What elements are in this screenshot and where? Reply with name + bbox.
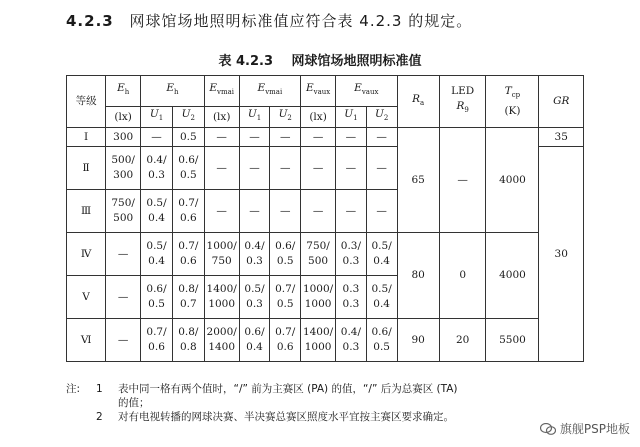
- cell-uh2: 0.8/ 0.7: [172, 276, 204, 319]
- cell-evaux: —: [301, 128, 336, 147]
- header-row: [67, 76, 584, 107]
- header-led: LED $R_9$: [439, 76, 486, 128]
- lighting-standard-table: [66, 75, 584, 362]
- cell-evaux: 750/ 500: [301, 233, 336, 276]
- cell-uvmai1: —: [239, 190, 270, 233]
- cell-eh: —: [106, 233, 141, 276]
- cell-uvaux1: —: [336, 190, 367, 233]
- wechat-icon: [540, 423, 556, 435]
- cell-uvaux2: 0.5/ 0.4: [366, 233, 397, 276]
- cell-uh2: 0.7/ 0.6: [172, 233, 204, 276]
- cell-evmai: 1400/ 1000: [204, 276, 239, 319]
- cell-uvaux1: —: [336, 128, 367, 147]
- cell-uvaux2: 0.5/ 0.4: [366, 276, 397, 319]
- cell-uvmai2: —: [270, 147, 301, 190]
- header-uvmai: $E_{vmai}$: [239, 76, 300, 107]
- cell-uvaux1: 0.4/ 0.3: [336, 319, 367, 362]
- cell-uvmai2: 0.7/ 0.6: [270, 319, 301, 362]
- table-notes: [66, 382, 626, 424]
- cell-eh: 500/ 300: [106, 147, 141, 190]
- cell-evmai: —: [204, 147, 239, 190]
- table-caption: [0, 50, 640, 69]
- cell-uvmai2: 0.6/ 0.5: [270, 233, 301, 276]
- note-number: 2: [96, 411, 103, 423]
- note-1-continuation: 的值；: [118, 397, 150, 409]
- cell-grade: Ⅴ: [67, 276, 106, 319]
- cell-uvmai1: 0.4/ 0.3: [239, 233, 270, 276]
- cell-uh1: 0.6/ 0.5: [141, 276, 173, 319]
- cell-uvmai1: —: [239, 147, 270, 190]
- table-row: [67, 233, 584, 276]
- header-uh: $E_h$: [141, 76, 205, 107]
- table-row: [67, 128, 584, 147]
- section-heading: [66, 10, 472, 31]
- header-grade: 等级: [67, 76, 106, 128]
- cell-grade: Ⅳ: [67, 233, 106, 276]
- cell-uvaux1: 0.3/ 0.3: [336, 233, 367, 276]
- cell-evaux: 1400/ 1000: [301, 319, 336, 362]
- cell-evaux: —: [301, 190, 336, 233]
- note-number: 1: [96, 383, 103, 395]
- header-evaux-unit: (lx): [301, 107, 336, 128]
- cell-ra: 90: [397, 319, 439, 362]
- watermark-text: 旗舰PSP地板: [559, 422, 630, 436]
- watermark: [540, 420, 630, 437]
- cell-gr: 35: [539, 128, 584, 147]
- cell-gr: 30: [539, 147, 584, 362]
- header-eh: $E_h$: [106, 76, 141, 107]
- cell-grade: Ⅱ: [67, 147, 106, 190]
- cell-uvmai1: 0.6/ 0.4: [239, 319, 270, 362]
- cell-uh2: 0.8/ 0.8: [172, 319, 204, 362]
- header-uvaux-u1: $U_1$: [336, 107, 367, 128]
- cell-uh1: 0.4/ 0.3: [141, 147, 173, 190]
- note-text: 对有电视转播的网球决赛、半决赛总赛区照度水平宜按主赛区要求确定。: [118, 411, 454, 423]
- cell-ra: 65: [397, 128, 439, 233]
- cell-uvmai1: —: [239, 128, 270, 147]
- cell-uh2: 0.7/ 0.6: [172, 190, 204, 233]
- cell-eh: 750/ 500: [106, 190, 141, 233]
- notes-label: 注:: [66, 383, 81, 395]
- table-row: [67, 319, 584, 362]
- caption-label: 表 4.2.3: [218, 54, 273, 69]
- cell-evmai: 1000/ 750: [204, 233, 239, 276]
- cell-eh: 300: [106, 128, 141, 147]
- cell-uh1: 0.7/ 0.6: [141, 319, 173, 362]
- cell-uvaux2: 0.6/ 0.5: [366, 319, 397, 362]
- header-uvaux-u2: $U_2$: [366, 107, 397, 128]
- cell-uvaux1: 0.3 0.3: [336, 276, 367, 319]
- cell-uvaux2: —: [366, 147, 397, 190]
- cell-evaux: —: [301, 147, 336, 190]
- cell-led: 20: [439, 319, 486, 362]
- section-number: 4.2.3: [66, 12, 114, 30]
- header-eh-unit: (lx): [106, 107, 141, 128]
- cell-uh1: 0.5/ 0.4: [141, 233, 173, 276]
- cell-evaux: 1000/ 1000: [301, 276, 336, 319]
- cell-uh1: —: [141, 128, 173, 147]
- cell-uh1: 0.5/ 0.4: [141, 190, 173, 233]
- cell-uvmai2: —: [270, 128, 301, 147]
- cell-eh: —: [106, 276, 141, 319]
- header-evaux: $E_{vaux}$: [301, 76, 336, 107]
- cell-uvmai1: 0.5/ 0.3: [239, 276, 270, 319]
- cell-uh2: 0.5: [172, 128, 204, 147]
- cell-evmai: 2000/ 1400: [204, 319, 239, 362]
- cell-uvmai2: —: [270, 190, 301, 233]
- cell-uh2: 0.6/ 0.5: [172, 147, 204, 190]
- cell-grade: Ⅵ: [67, 319, 106, 362]
- header-gr: GR: [539, 76, 584, 128]
- cell-grade: Ⅲ: [67, 190, 106, 233]
- cell-uvaux1: —: [336, 147, 367, 190]
- cell-tcp: 4000: [486, 233, 539, 319]
- caption-title: 网球馆场地照明标准值: [291, 54, 422, 69]
- header-uh-u1: $U_1$: [141, 107, 173, 128]
- cell-led: 0: [439, 233, 486, 319]
- cell-evmai: —: [204, 190, 239, 233]
- header-uvmai-u2: $U_2$: [270, 107, 301, 128]
- cell-uvmai2: 0.7/ 0.5: [270, 276, 301, 319]
- cell-tcp: 5500: [486, 319, 539, 362]
- cell-uvaux2: —: [366, 128, 397, 147]
- header-uvmai-u1: $U_1$: [239, 107, 270, 128]
- header-evmai: $E_{vmai}$: [204, 76, 239, 107]
- header-uvaux: $E_{vaux}$: [336, 76, 397, 107]
- cell-grade: Ⅰ: [67, 128, 106, 147]
- section-text: 网球馆场地照明标准值应符合表 4.2.3 的规定。: [129, 12, 473, 30]
- header-evmai-unit: (lx): [204, 107, 239, 128]
- cell-uvaux2: —: [366, 190, 397, 233]
- header-uh-u2: $U_2$: [172, 107, 204, 128]
- note-text: 表中同一格有两个值时，“/” 前为主赛区 (PA) 的值，“/” 后为总赛区 (TA): [118, 383, 458, 395]
- header-tcp: $T_{cp}$ (K): [486, 76, 539, 128]
- note-1: [66, 382, 626, 396]
- cell-evmai: —: [204, 128, 239, 147]
- cell-led: —: [439, 128, 486, 233]
- cell-ra: 80: [397, 233, 439, 319]
- cell-eh: —: [106, 319, 141, 362]
- header-ra: $R_a$: [397, 76, 439, 128]
- cell-tcp: 4000: [486, 128, 539, 233]
